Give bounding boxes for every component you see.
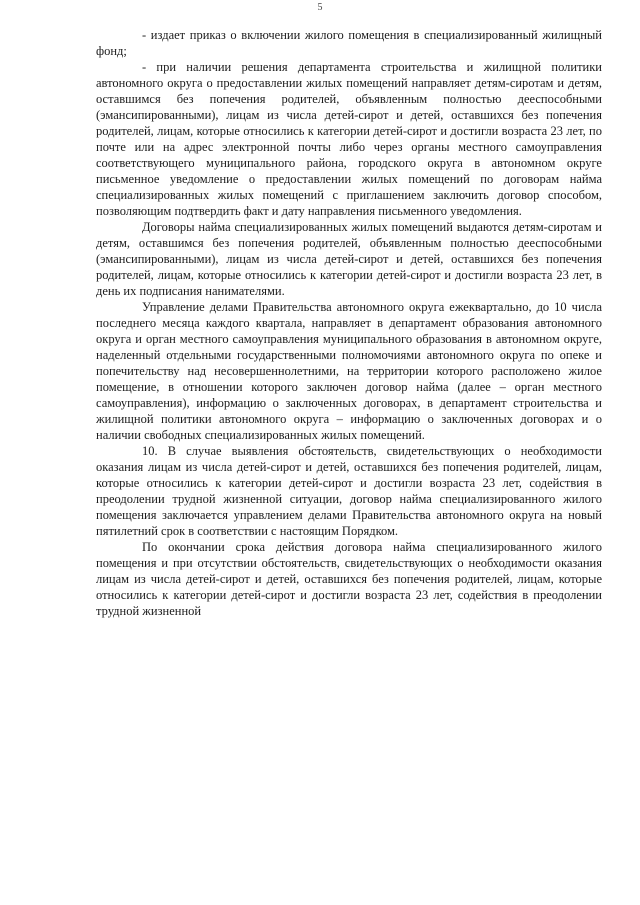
- paragraph-5: 10. В случае выявления обстоятельств, свидетельствующих о необходимости оказания лицам из числа детей-сирот и детей, оставшихся без попечения родителей, лицам, которые относились к категории детей-сирот и достигли возраста 23 лет, содействия в преодолении трудной жизненной ситуации, договор найма специализированного жилого помещения заключается управлением делами Правительства автономного округа на новый пятилетний срок в соответствии с настоящим Порядком.: [96, 444, 602, 538]
- paragraph-4: Управление делами Правительства автономного округа ежеквартально, до 10 числа последнего месяца каждого квартала, направляет в департамент образования автономного округа и орган местного самоуправления муниципального образования в автономном округе, наделенный отдельными государственными полномочиями автономного округа по опеке и попечительству над несовершеннолетними, на территории которого расположено жилое помещение, в отношении которого заключен договор найма (далее – орган местного самоуправления), информацию о заключенных договорах, в департамент строительства и жилищной политики автономного округа – информацию о заключенных договорах и о наличии свободных специализированных жилых помещений.: [96, 300, 602, 442]
- paragraph-6: По окончании срока действия договора найма специализированного жилого помещения и при отсутствии обстоятельств, свидетельствующих о необходимости оказания лицам из числа детей-сирот и детей, оставшихся без попечения родителей, лицам, которые относились к категории детей-сирот и достигли возраста 23 лет, содействия в преодолении трудной жизненной: [96, 540, 602, 618]
- page-number: 5: [317, 2, 323, 13]
- document-body: [96, 27, 602, 619]
- paragraph-1: - издает приказ о включении жилого помещения в специализированный жилищный фонд;: [96, 28, 602, 58]
- paragraph-2: - при наличии решения департамента строительства и жилищной политики автономного округа о предоставлении жилых помещений направляет детям-сиротам и детям, оставшимся без попечения родителей, объявленным полностью дееспособными (эмансипированными), лицам из числа детей-сирот и детей, оставшихся без попечения родителей, лицам, которые относились к категории детей-сирот и достигли возраста 23 лет, по почте или на адрес электронной почты либо через органы местного самоуправления соответствующего муниципального района, городского округа в автономном округе письменное уведомление о предоставлении жилых помещений по договорам найма специализированных жилых помещений с приглашением заключить договор способом, позволяющим подтвердить факт и дату направления письменного уведомления.: [96, 60, 602, 218]
- paragraph-3: Договоры найма специализированных жилых помещений выдаются детям-сиротам и детям, оставшимся без попечения родителей, объявленным полностью дееспособными (эмансипированными), лицам из числа детей-сирот и детей, оставшихся без попечения родителей, лицам, которые относились к категории детей-сирот и достигли возраста 23 лет, в день их подписания нанимателями.: [96, 220, 602, 298]
